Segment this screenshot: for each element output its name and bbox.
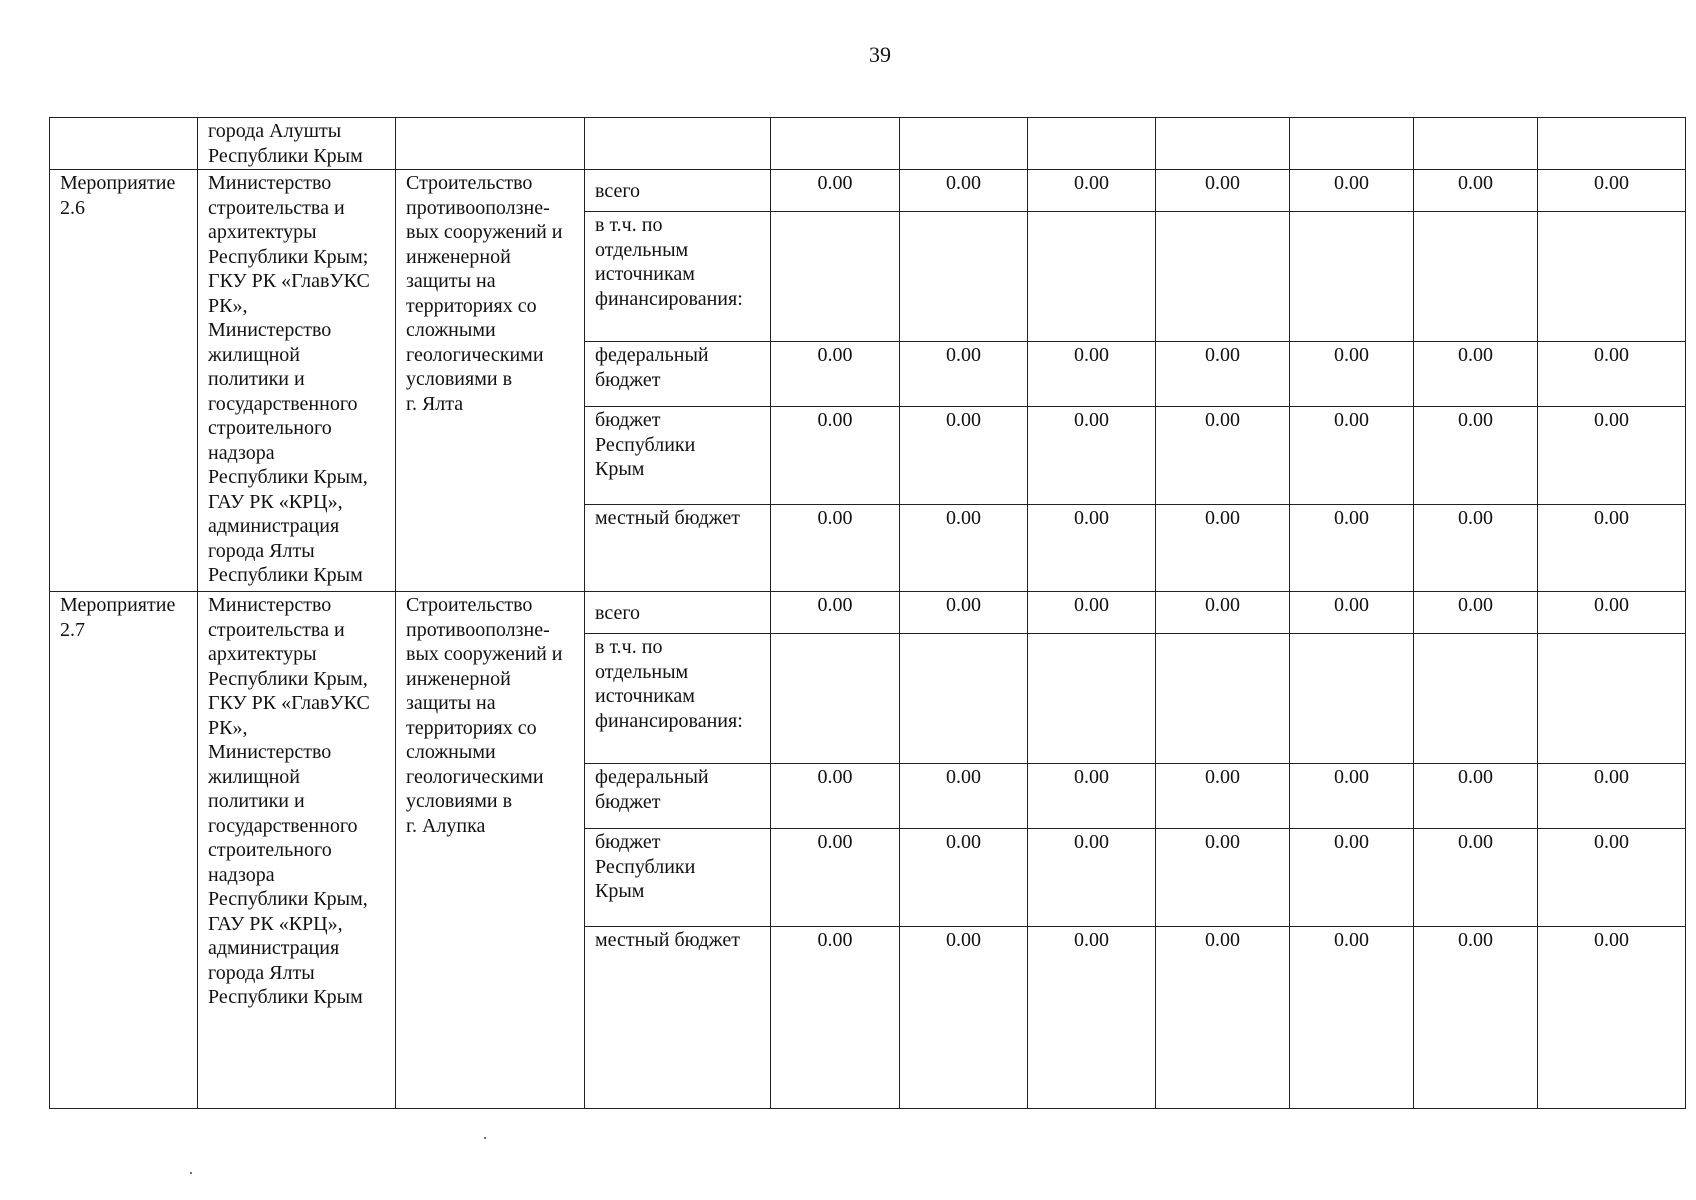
scan-speck xyxy=(484,1137,486,1139)
value-cell: 0.00 xyxy=(1028,407,1156,505)
value-cell: 0.00 xyxy=(771,505,900,592)
value-cell xyxy=(1290,634,1414,764)
value-cell xyxy=(1156,634,1290,764)
value-cell xyxy=(1538,118,1686,170)
value-cell: 0.00 xyxy=(1028,927,1156,1109)
responsible-cell: города Алушты Республики Крым xyxy=(198,118,396,170)
value-cell xyxy=(1156,118,1290,170)
page-number: 39 xyxy=(869,42,891,67)
value-cell: 0.00 xyxy=(900,407,1028,505)
value-cell: 0.00 xyxy=(1290,170,1414,212)
value-cell xyxy=(1538,212,1686,342)
value-cell: 0.00 xyxy=(1414,592,1538,634)
value-cell: 0.00 xyxy=(900,592,1028,634)
value-cell: 0.00 xyxy=(1156,764,1290,829)
value-cell: 0.00 xyxy=(1414,407,1538,505)
budget-table xyxy=(49,117,1686,1109)
source-cell: бюджет Республики Крым xyxy=(585,407,771,505)
value-cell: 0.00 xyxy=(1290,342,1414,407)
value-cell: 0.00 xyxy=(1538,170,1686,212)
value-cell: 0.00 xyxy=(1538,505,1686,592)
measure-name-cell: Мероприятие 2.7 xyxy=(50,592,198,1109)
value-cell: 0.00 xyxy=(771,829,900,927)
value-cell xyxy=(900,634,1028,764)
value-cell: 0.00 xyxy=(1028,170,1156,212)
source-cell: федеральный бюджет xyxy=(585,764,771,829)
value-cell xyxy=(1538,634,1686,764)
value-cell xyxy=(900,212,1028,342)
value-cell: 0.00 xyxy=(1414,829,1538,927)
value-cell: 0.00 xyxy=(771,592,900,634)
source-cell xyxy=(585,118,771,170)
source-cell: местный бюджет xyxy=(585,927,771,1109)
value-cell: 0.00 xyxy=(1156,505,1290,592)
value-cell xyxy=(771,118,900,170)
value-cell: 0.00 xyxy=(1028,342,1156,407)
value-cell: 0.00 xyxy=(771,927,900,1109)
description-cell xyxy=(396,118,585,170)
value-cell: 0.00 xyxy=(900,505,1028,592)
value-cell xyxy=(1290,212,1414,342)
scan-speck xyxy=(190,1172,192,1174)
value-cell: 0.00 xyxy=(1028,764,1156,829)
source-cell: в т.ч. по отдельным источникам финансирования: xyxy=(585,212,771,342)
responsible-cell: Министерство строительства и архитектуры Республики Крым; ГКУ РК «ГлавУКС РК», Министерство жилищной политики и государственного строительного надзора Республики Крым, ГАУ РК «КРЦ», администрация города Ялты Республики Крым xyxy=(198,170,396,592)
value-cell xyxy=(1290,118,1414,170)
source-cell: всего xyxy=(585,170,771,212)
description-cell: Строительство противооползне- вых сооружений и инженерной защиты на территориях со сложными геологическими условиями в г. Алупка xyxy=(396,592,585,1109)
value-cell: 0.00 xyxy=(1538,342,1686,407)
source-cell: федеральный бюджет xyxy=(585,342,771,407)
value-cell: 0.00 xyxy=(1028,592,1156,634)
table-row-continuation xyxy=(50,118,1686,170)
value-cell: 0.00 xyxy=(1538,927,1686,1109)
source-cell: в т.ч. по отдельным источникам финансирования: xyxy=(585,634,771,764)
value-cell: 0.00 xyxy=(1414,764,1538,829)
responsible-cell: Министерство строительства и архитектуры Республики Крым, ГКУ РК «ГлавУКС РК», Министерство жилищной политики и государственного строительного надзора Республики Крым, ГАУ РК «КРЦ», администрация города Ялты Республики Крым xyxy=(198,592,396,1109)
value-cell xyxy=(1028,634,1156,764)
value-cell: 0.00 xyxy=(1290,407,1414,505)
value-cell: 0.00 xyxy=(1156,170,1290,212)
source-cell: бюджет Республики Крым xyxy=(585,829,771,927)
table-row xyxy=(50,170,1686,212)
value-cell: 0.00 xyxy=(1028,829,1156,927)
value-cell xyxy=(1028,212,1156,342)
value-cell: 0.00 xyxy=(1156,407,1290,505)
value-cell: 0.00 xyxy=(771,407,900,505)
value-cell: 0.00 xyxy=(771,170,900,212)
value-cell xyxy=(1414,212,1538,342)
measure-name-cell: Мероприятие 2.6 xyxy=(50,170,198,592)
value-cell: 0.00 xyxy=(1156,342,1290,407)
value-cell xyxy=(1414,118,1538,170)
source-cell: местный бюджет xyxy=(585,505,771,592)
value-cell xyxy=(1414,634,1538,764)
value-cell xyxy=(1156,212,1290,342)
table-row xyxy=(50,592,1686,634)
value-cell: 0.00 xyxy=(771,764,900,829)
value-cell: 0.00 xyxy=(1156,592,1290,634)
value-cell: 0.00 xyxy=(771,342,900,407)
value-cell: 0.00 xyxy=(1414,170,1538,212)
value-cell: 0.00 xyxy=(1290,764,1414,829)
value-cell: 0.00 xyxy=(1156,829,1290,927)
value-cell: 0.00 xyxy=(1290,829,1414,927)
value-cell: 0.00 xyxy=(1538,407,1686,505)
value-cell: 0.00 xyxy=(1290,505,1414,592)
value-cell: 0.00 xyxy=(1156,927,1290,1109)
value-cell: 0.00 xyxy=(1538,592,1686,634)
value-cell: 0.00 xyxy=(1538,764,1686,829)
measure-name-cell xyxy=(50,118,198,170)
value-cell: 0.00 xyxy=(1538,829,1686,927)
value-cell xyxy=(1028,118,1156,170)
description-cell: Строительство противооползне- вых сооружений и инженерной защиты на территориях со сложными геологическими условиями в г. Ялта xyxy=(396,170,585,592)
value-cell: 0.00 xyxy=(900,829,1028,927)
value-cell xyxy=(771,634,900,764)
value-cell: 0.00 xyxy=(1290,927,1414,1109)
value-cell: 0.00 xyxy=(900,764,1028,829)
value-cell: 0.00 xyxy=(1028,505,1156,592)
value-cell: 0.00 xyxy=(1290,592,1414,634)
value-cell xyxy=(900,118,1028,170)
value-cell: 0.00 xyxy=(1414,342,1538,407)
value-cell: 0.00 xyxy=(1414,927,1538,1109)
value-cell xyxy=(771,212,900,342)
source-cell: всего xyxy=(585,592,771,634)
value-cell: 0.00 xyxy=(900,927,1028,1109)
value-cell: 0.00 xyxy=(900,170,1028,212)
value-cell: 0.00 xyxy=(900,342,1028,407)
value-cell: 0.00 xyxy=(1414,505,1538,592)
